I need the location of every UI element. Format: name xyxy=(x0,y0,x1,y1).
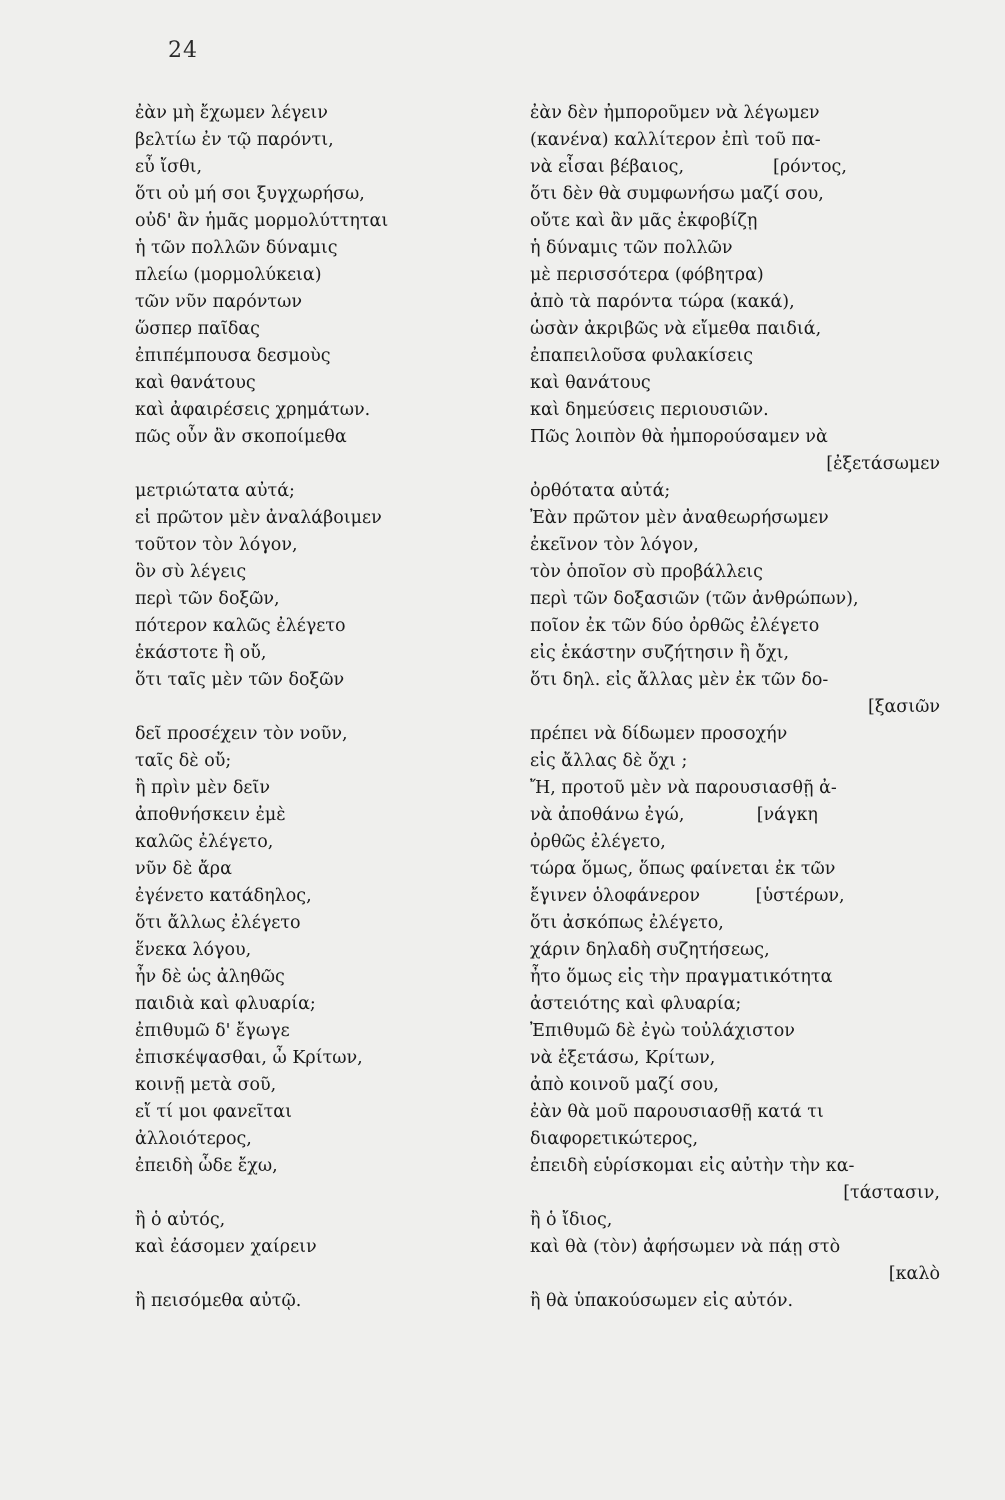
ancient-text-line: τῶν νῦν παρόντων xyxy=(135,292,303,312)
translation-line: καὶ δημεύσεις περιουσιῶν. xyxy=(530,400,769,420)
ancient-text-line: ἢ πρὶν μὲν δεῖν xyxy=(135,778,270,798)
translation-line: ἡ δύναμις τῶν πολλῶν xyxy=(530,238,733,258)
ancient-text-line: ἀλλοιότερος, xyxy=(135,1129,252,1149)
ancient-text-line xyxy=(135,451,525,478)
translation-line: ἐὰν δὲν ἠμποροῦμεν νὰ λέγωμεν xyxy=(530,103,820,123)
translation-line: ἀπὸ τὰ παρόντα τώρα (κακά), xyxy=(530,292,795,312)
ancient-text-line: καὶ ἀφαιρέσεις χρημάτων. xyxy=(135,400,371,420)
ancient-text-line: παιδιὰ καὶ φλυαρία; xyxy=(135,994,316,1014)
translation-line: περὶ τῶν δοξασιῶν (τῶν ἀνθρώπων), xyxy=(530,589,859,609)
ancient-text-line: ἐπιπέμπουσα δεσμοὺς xyxy=(135,346,331,366)
translation-line: ἦτο ὅμως εἰς τὴν πραγματικότητα xyxy=(530,967,833,987)
translation-line: ἐπειδὴ εὑρίσκομαι εἰς αὐτὴν τὴν κα- xyxy=(530,1156,855,1176)
translation-line: ἐκεῖνον τὸν λόγον, xyxy=(530,535,699,555)
ancient-text-line xyxy=(135,694,525,721)
translation-line: ἢ θὰ ὑπακούσωμεν εἰς αὐτόν. xyxy=(530,1291,794,1311)
translation-line: εἰς ἑκάστην συζήτησιν ἢ ὄχι, xyxy=(530,643,790,663)
ancient-text-line: μετριώτατα αὐτά; xyxy=(135,481,295,501)
translation-line: καὶ θὰ (τὸν) ἀφήσωμεν νὰ πάῃ στὸ xyxy=(530,1237,841,1257)
translation-line: ἐπαπειλοῦσα φυλακίσεις xyxy=(530,346,754,366)
ancient-text-line: ἐπειδὴ ὧδε ἔχω, xyxy=(135,1156,278,1176)
ancient-text-line: ἐὰν μὴ ἔχωμεν λέγειν xyxy=(135,103,328,123)
translation-line: Ἐπιθυμῶ δὲ ἐγὼ τοὐλάχιστον xyxy=(530,1021,795,1041)
ancient-text-line: ἐπισκέψασθαι, ὦ Κρίτων, xyxy=(135,1048,363,1068)
translation-line: ὅτι δηλ. εἰς ἄλλας μὲν ἐκ τῶν δο- xyxy=(530,670,829,690)
ancient-text-line: βελτίω ἐν τῷ παρόντι, xyxy=(135,130,334,150)
translation-line: τὸν ὁποῖον σὺ προβάλλεις xyxy=(530,562,763,582)
page-number: 24 xyxy=(168,38,198,63)
ancient-text-line: ὥσπερ παῖδας xyxy=(135,319,260,339)
translation-line: μὲ περισσότερα (φόβητρα) xyxy=(530,265,764,285)
ancient-greek-text-column xyxy=(135,100,525,1315)
translation-line: Ἤ, προτοῦ μὲν νὰ παρουσιασθῇ ἀ- xyxy=(530,778,837,798)
ancient-text-line: εἰ πρῶτον μὲν ἀναλάβοιμεν xyxy=(135,508,382,528)
ancient-text-line: καὶ ἐάσομεν χαίρειν xyxy=(135,1237,317,1257)
translation-line: ὅτι ἀσκόπως ἐλέγετο, xyxy=(530,913,724,933)
translation-line: καὶ θανάτους xyxy=(530,373,651,393)
translation-line: ὀρθότατα αὐτά; xyxy=(530,481,671,501)
translation-line: (κανένα) καλλίτερον ἐπὶ τοῦ πα- xyxy=(530,130,821,150)
translation-line: ἀπὸ κοινοῦ μαζί σου, xyxy=(530,1075,719,1095)
ancient-text-line: πῶς οὖν ἂν σκοποίμεθα xyxy=(135,427,347,447)
translation-line: νὰ ἀποθάνω ἐγώ, [νάγκη xyxy=(530,805,818,825)
translation-line: ποῖον ἐκ τῶν δύο ὀρθῶς ἐλέγετο xyxy=(530,616,820,636)
ancient-text-line: ὃν σὺ λέγεις xyxy=(135,562,247,582)
translation-line: [καλὸ xyxy=(888,1264,940,1284)
ancient-text-line: ἦν δὲ ὡς ἀληθῶς xyxy=(135,967,285,987)
ancient-text-line: ἢ ὁ αὐτός, xyxy=(135,1210,226,1230)
ancient-text-line: ἡ τῶν πολλῶν δύναμις xyxy=(135,238,338,258)
ancient-text-line: ἕνεκα λόγου, xyxy=(135,940,252,960)
ancient-text-line xyxy=(135,1261,525,1288)
ancient-text-line: ταῖς δὲ οὔ; xyxy=(135,751,232,771)
ancient-text-line: καὶ θανάτους xyxy=(135,373,256,393)
ancient-text-line: εὖ ἴσθι, xyxy=(135,157,203,177)
translation-line: [τάστασιν, xyxy=(843,1183,940,1203)
translation-line: ὀρθῶς ἐλέγετο, xyxy=(530,832,666,852)
translation-line: ἔγινεν ὁλοφάνερον [ὑστέρων, xyxy=(530,886,845,906)
translation-line: ὡσὰν ἀκριβῶς νὰ εἴμεθα παιδιά, xyxy=(530,319,822,339)
ancient-text-line: ὅτι οὐ μή σοι ξυγχωρήσω, xyxy=(135,184,365,204)
ancient-text-line: καλῶς ἐλέγετο, xyxy=(135,832,274,852)
translation-line: εἰς ἄλλας δὲ ὄχι ; xyxy=(530,751,688,771)
translation-line: νὰ ἐξετάσω, Κρίτων, xyxy=(530,1048,716,1068)
translation-line: τώρα ὅμως, ὅπως φαίνεται ἐκ τῶν xyxy=(530,859,836,879)
ancient-text-line xyxy=(135,1180,525,1207)
ancient-text-line: εἴ τί μοι φανεῖται xyxy=(135,1102,292,1122)
ancient-text-line: πότερον καλῶς ἐλέγετο xyxy=(135,616,346,636)
translation-line: πρέπει νὰ δίδωμεν προσοχήν xyxy=(530,724,788,744)
ancient-text-line: ὅτι ἄλλως ἐλέγετο xyxy=(135,913,301,933)
ancient-text-line: δεῖ προσέχειν τὸν νοῦν, xyxy=(135,724,348,744)
modern-greek-translation-column xyxy=(530,100,940,1315)
ancient-text-line: κοινῇ μετὰ σοῦ, xyxy=(135,1075,277,1095)
translation-line: ἀστειότης καὶ φλυαρία; xyxy=(530,994,742,1014)
ancient-text-line: ἑκάστοτε ἢ οὔ, xyxy=(135,643,267,663)
translation-line: διαφορετικώτερος, xyxy=(530,1129,699,1149)
translation-line: Πῶς λοιπὸν θὰ ἠμπορούσαμεν νὰ xyxy=(530,427,828,447)
ancient-text-line: ἐγένετο κατάδηλος, xyxy=(135,886,312,906)
ancient-text-line: νῦν δὲ ἄρα xyxy=(135,859,232,879)
translation-line: [ἐξετάσωμεν xyxy=(826,454,940,474)
translation-line: Ἐὰν πρῶτον μὲν ἀναθεωρήσωμεν xyxy=(530,508,829,528)
ancient-text-line: ὅτι ταῖς μὲν τῶν δοξῶν xyxy=(135,670,345,690)
ancient-text-line: περὶ τῶν δοξῶν, xyxy=(135,589,280,609)
translation-line: ἢ ὁ ἴδιος, xyxy=(530,1210,613,1230)
ancient-text-line: πλείω (μορμολύκεια) xyxy=(135,265,322,285)
translation-line: χάριν δηλαδὴ συζητήσεως, xyxy=(530,940,770,960)
translation-line: οὔτε καὶ ἂν μᾶς ἐκφοβίζῃ xyxy=(530,211,758,231)
ancient-text-line: ἀποθνήσκειν ἐμὲ xyxy=(135,805,286,825)
ancient-text-line: ἢ πεισόμεθα αὐτῷ. xyxy=(135,1291,302,1311)
ancient-text-line: οὐδ' ἂν ἡμᾶς μορμολύττηται xyxy=(135,211,389,231)
translation-line: ἐὰν θὰ μοῦ παρουσιασθῇ κατά τι xyxy=(530,1102,824,1122)
translation-line: ὅτι δὲν θὰ συμφωνήσω μαζί σου, xyxy=(530,184,824,204)
translation-line: [ξασιῶν xyxy=(868,697,940,717)
ancient-text-line: ἐπιθυμῶ δ' ἔγωγε xyxy=(135,1021,290,1041)
ancient-text-line: τοῦτον τὸν λόγον, xyxy=(135,535,298,555)
translation-line: νὰ εἶσαι βέβαιος, [ρόντος, xyxy=(530,157,847,177)
